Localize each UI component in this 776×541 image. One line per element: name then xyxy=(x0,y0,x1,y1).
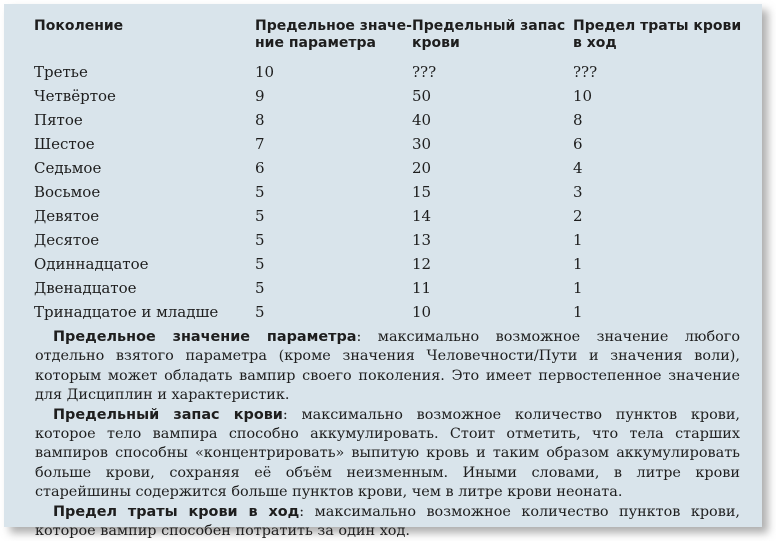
cell-max-trait: 10 xyxy=(255,63,275,81)
cell-generation: Одиннадцатое xyxy=(34,255,149,273)
cell-blood-per-turn: 1 xyxy=(573,279,583,297)
table-row xyxy=(34,180,744,204)
table-row xyxy=(34,108,744,132)
cell-blood-pool: 40 xyxy=(412,111,432,129)
definition-blood-per-turn xyxy=(35,503,740,541)
generation-table-panel xyxy=(4,4,762,540)
cell-blood-per-turn: 10 xyxy=(573,87,593,105)
table-row xyxy=(34,60,744,84)
column-header-blood-per-turn xyxy=(573,18,744,60)
table-body xyxy=(34,60,744,324)
cell-max-trait: 9 xyxy=(255,87,265,105)
cell-blood-per-turn: 1 xyxy=(573,303,583,321)
cell-generation: Восьмое xyxy=(34,183,101,201)
cell-max-trait: 8 xyxy=(255,111,265,129)
cell-max-trait: 5 xyxy=(255,207,265,225)
definition-text: : максимально возможное количество пунктов крови, которое вампир способен потратить за один ход. xyxy=(35,503,740,540)
table-row xyxy=(34,156,744,180)
cell-blood-pool: 30 xyxy=(412,135,432,153)
cell-blood-pool: 11 xyxy=(412,279,432,297)
cell-generation: Третье xyxy=(34,63,88,81)
header-blood-per-turn-text: Предел траты крови в ход xyxy=(573,18,742,51)
column-header-max-trait xyxy=(255,18,412,60)
definition-blood-pool xyxy=(35,406,740,503)
cell-max-trait: 5 xyxy=(255,183,265,201)
table-row xyxy=(34,228,744,252)
cell-blood-pool: 13 xyxy=(412,231,432,249)
table-header-row xyxy=(34,18,744,60)
cell-blood-per-turn: 4 xyxy=(573,159,583,177)
cell-blood-pool: 14 xyxy=(412,207,432,225)
cell-blood-per-turn: 2 xyxy=(573,207,583,225)
cell-blood-per-turn: 1 xyxy=(573,255,583,273)
cell-blood-pool: 12 xyxy=(412,255,432,273)
definition-max-trait xyxy=(35,328,740,406)
cell-generation: Четвёртое xyxy=(34,87,116,105)
cell-generation: Тринадцатое и младше xyxy=(34,303,219,321)
cell-blood-per-turn: 8 xyxy=(573,111,583,129)
definition-term: Предельное значение параметра xyxy=(53,329,357,345)
cell-blood-pool: 50 xyxy=(412,87,432,105)
table-row xyxy=(34,84,744,108)
cell-max-trait: 5 xyxy=(255,279,265,297)
cell-blood-per-turn: 6 xyxy=(573,135,583,153)
cell-blood-pool: 10 xyxy=(412,303,432,321)
table-row xyxy=(34,300,744,324)
cell-max-trait: 5 xyxy=(255,303,265,321)
cell-generation: Двенадцатое xyxy=(34,279,137,297)
definition-term: Предел траты крови в ход xyxy=(53,503,300,520)
definition-term: Предельный запас крови xyxy=(53,406,283,423)
table-row xyxy=(34,252,744,276)
cell-blood-pool: 15 xyxy=(412,183,432,201)
cell-blood-per-turn: ??? xyxy=(573,63,598,81)
column-header-blood-pool xyxy=(412,18,573,60)
cell-max-trait: 6 xyxy=(255,159,265,177)
cell-blood-per-turn: 1 xyxy=(573,231,583,249)
generation-table xyxy=(34,18,744,324)
cell-blood-per-turn: 3 xyxy=(573,183,583,201)
cell-blood-pool: ??? xyxy=(412,63,437,81)
definition-text: : максимально возможное значение любого отдельно взятого параметра (кроме значения Человечности/Пути и значения воли), которым может обладать вампир своего поколения. Это имеет первостепенное значение для Дисциплин и характеристик. xyxy=(35,329,740,404)
table-row xyxy=(34,276,744,300)
definition-text: : максимально возможное количество пунктов крови, которое тело вампира способно аккумулировать. Стоит отметить, что тела старших вампиров способны «концентрировать» выпитую кровь и таким образом аккумулировать больше крови, сохраняя её объём неизменным. Иными словами, в литре крови старейшины содержится больше пунктов крови, чем в литре крови неоната. xyxy=(35,406,741,501)
cell-generation: Девятое xyxy=(34,207,100,225)
cell-blood-pool: 20 xyxy=(412,159,432,177)
cell-generation: Седьмое xyxy=(34,159,102,177)
definitions-block xyxy=(35,328,740,541)
cell-max-trait: 5 xyxy=(255,231,265,249)
column-header-generation: Поколение xyxy=(34,18,124,34)
header-blood-pool-text: Предельный запас крови xyxy=(412,18,566,51)
cell-generation: Десятое xyxy=(34,231,100,249)
cell-max-trait: 7 xyxy=(255,135,265,153)
cell-generation: Пятое xyxy=(34,111,83,129)
header-max-trait-text: Предельное значе- ние параметра xyxy=(255,18,412,51)
cell-max-trait: 5 xyxy=(255,255,265,273)
cell-generation: Шестое xyxy=(34,135,95,153)
table-row xyxy=(34,132,744,156)
table-row xyxy=(34,204,744,228)
